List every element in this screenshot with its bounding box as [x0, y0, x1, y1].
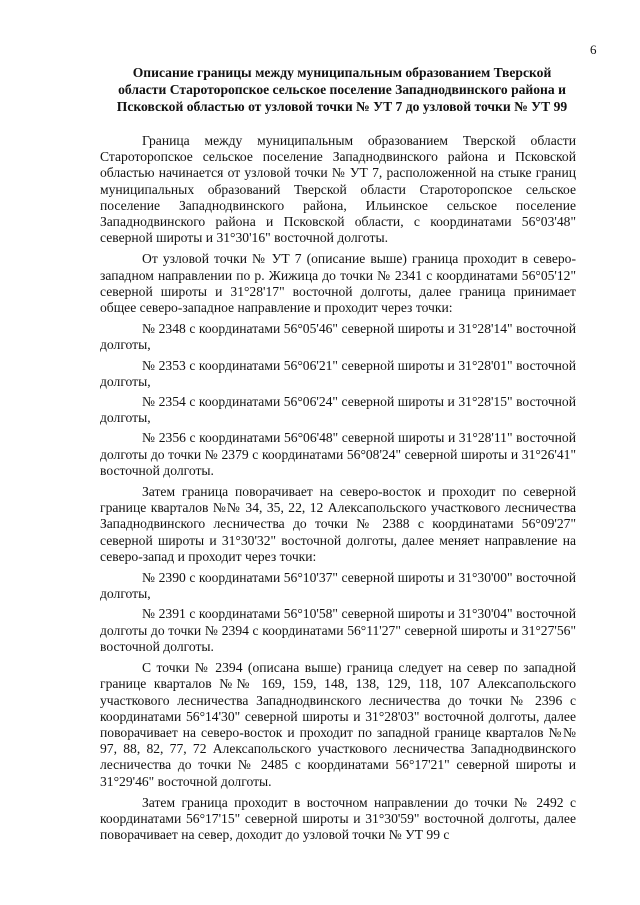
paragraph-route-northeast: Затем граница поворачивает на северо-восток и проходит по северной границе кварталов №№ 34, 35, 22, 12 Алексапольского участкового лесничества Западнодвинского лесничества до точки № 2388 с координатами 56°09'27" северной широты и 31°30'32" восточной долготы, далее меняет направление на северо-запад и проходит через точки:: [100, 484, 576, 564]
point-item-2354: № 2354 с координатами 56°06'24" северной широты и 31°28'15" восточной долготы,: [100, 394, 576, 426]
document-title: Описание границы между муниципальным образованием Тверской области Староторопское сельское поселение Западнодвинского района и Псковской областью от узловой точки № УТ 7 до узловой точки № УТ 99: [116, 65, 568, 114]
point-item-2353: № 2353 с координатами 56°06'21" северной широты и 31°28'01" восточной долготы,: [100, 357, 576, 389]
document-body: [100, 133, 576, 848]
point-item-2348: № 2348 с координатами 56°05'46" северной широты и 31°28'14" восточной долготы,: [100, 321, 576, 353]
point-item-2356: № 2356 с координатами 56°06'48" северной широты и 31°28'11" восточной долготы до точки № 2379 с координатами 56°08'24" северной широты и 31°26'41" восточной долготы.: [100, 430, 576, 478]
point-item-2391: № 2391 с координатами 56°10'58" северной широты и 31°30'04" восточной долготы до точки № 2394 с координатами 56°11'27" северной широты и 31°27'56" восточной долготы.: [100, 606, 576, 654]
paragraph-route-northwest: От узловой точки № УТ 7 (описание выше) граница проходит в северо-западном направлении по р. Жижица до точки № 2341 с координатами 56°05'12" северной широты и 31°28'17" восточной долготы, далее граница принимает общее северо-западное направление и проходит через точки:: [100, 251, 576, 316]
paragraph-route-north: С точки № 2394 (описана выше) граница следует на север по западной границе кварталов №№ 169, 159, 148, 138, 129, 118, 107 Алексапольского участкового лесничества Западнодвинского лесничества до точки № 2396 с координатами 56°14'30" северной широты и 31°28'03" восточной долготы, далее поворачивает на северо-восток и проходит по западной границе кварталов №№ 97, 88, 82, 77, 72 Алексапольского участкового лесничества Западнодвинского лесничества до точки № 2485 с координатами 56°17'21" северной широты и 31°29'46" восточной долготы.: [100, 660, 576, 789]
paragraph-route-east: Затем граница проходит в восточном направлении до точки № 2492 с координатами 56°17'15" северной широты и 31°30'59" восточной долготы, далее поворачивает на север, доходит до узловой точки № УТ 99 с: [100, 794, 576, 843]
paragraph-start-point: Граница между муниципальным образованием Тверской области Староторопское сельское поселение Западнодвинского района и Псковской областью начинается от узловой точки № УТ 7, расположенной на стыке границ муниципальных образований Тверской области Староторопское сельское поселение Западнодвинского района, Ильинское сельское поселение Западнодвинского района и Псковской области, с координатами 56°03'48" северной широты и 31°30'16" восточной долготы.: [100, 133, 576, 246]
page-number: 6: [590, 42, 597, 57]
point-item-2390: № 2390 с координатами 56°10'37" северной широты и 31°30'00" восточной долготы,: [100, 570, 576, 602]
